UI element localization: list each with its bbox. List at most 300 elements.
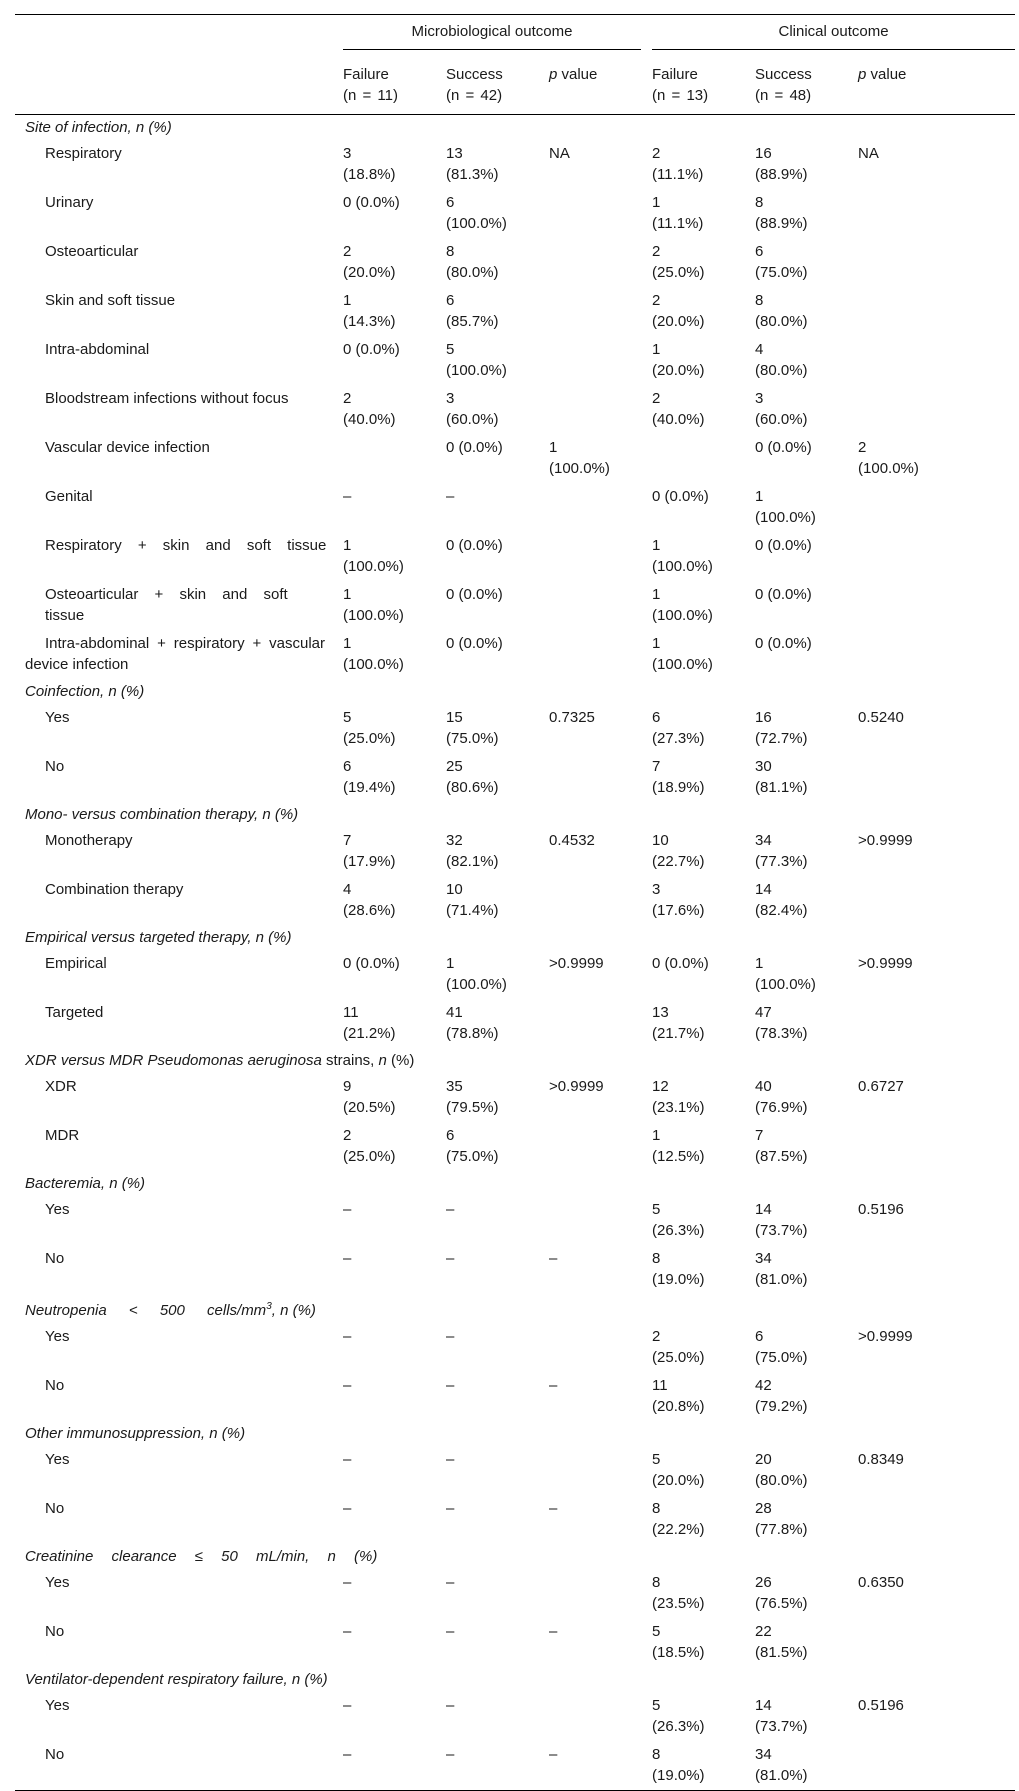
micro-group-header	[335, 15, 644, 58]
table-cell	[850, 189, 1015, 238]
cell-line: 10	[446, 881, 463, 898]
table-cell	[541, 434, 644, 483]
table-cell	[335, 876, 438, 925]
cell-line: (80.0%)	[755, 1472, 808, 1489]
row-label-text: No	[45, 1250, 65, 1267]
table-cell	[438, 434, 541, 483]
row-label	[15, 1073, 335, 1122]
cell-line: –	[549, 1377, 558, 1394]
table-cell	[541, 1073, 644, 1122]
table-cell	[850, 1692, 1015, 1741]
cell-line: (82.4%)	[755, 902, 808, 919]
cell-line: (76.9%)	[755, 1099, 808, 1116]
column-header-label: Success	[755, 66, 812, 83]
cell-line: NA	[549, 145, 570, 162]
cell-line: 0 (0.0%)	[446, 635, 503, 652]
section-header-row	[15, 1544, 1015, 1569]
cell-line: (81.0%)	[755, 1767, 808, 1784]
cell-line: –	[343, 1697, 352, 1714]
table-cell	[850, 238, 1015, 287]
table-cell	[335, 1323, 438, 1372]
table-cell	[644, 581, 747, 630]
table-row	[15, 704, 1015, 753]
table-cell	[747, 140, 850, 189]
table-cell	[335, 827, 438, 876]
table-cell	[747, 532, 850, 581]
cell-line: –	[446, 1746, 455, 1763]
column-header-4	[747, 57, 850, 115]
cell-line: 0.8349	[858, 1451, 904, 1468]
cell-line: >0.9999	[549, 1078, 604, 1095]
cell-line: (22.7%)	[652, 853, 705, 870]
table-cell	[747, 1245, 850, 1294]
section-header-row	[15, 802, 1015, 827]
cell-line: (40.0%)	[652, 411, 705, 428]
row-label	[15, 827, 335, 876]
table-cell	[335, 1446, 438, 1495]
cell-line: 2	[858, 439, 867, 456]
cell-line: 28	[755, 1500, 772, 1517]
row-label	[15, 1618, 335, 1667]
cell-line: (100.0%)	[343, 656, 404, 673]
table-cell	[438, 704, 541, 753]
section-title	[15, 1171, 1015, 1196]
row-label-text: Targeted	[45, 1004, 104, 1021]
table-cell	[644, 532, 747, 581]
cell-line: 1	[343, 537, 352, 554]
row-label	[15, 1245, 335, 1294]
cell-line: (100.0%)	[446, 215, 507, 232]
cell-line: –	[343, 1328, 352, 1345]
table-row	[15, 532, 1015, 581]
table-cell	[644, 1569, 747, 1618]
row-label-text: No	[45, 1746, 65, 1763]
column-header-label: Success	[446, 66, 503, 83]
cell-line: 5	[343, 709, 352, 726]
table-cell	[541, 753, 644, 802]
column-header-n: (n = 48)	[755, 87, 812, 104]
table-cell	[747, 999, 850, 1048]
cell-line: 14	[755, 1201, 772, 1218]
micro-group-label: Microbiological outcome	[343, 21, 641, 50]
row-label-text: No	[45, 1377, 65, 1394]
table-cell	[541, 581, 644, 630]
table-cell	[335, 532, 438, 581]
cell-line: (18.9%)	[652, 779, 705, 796]
section-title-sup: 3	[266, 1301, 272, 1312]
section-title-text: Other immunosuppression, n (%)	[25, 1425, 246, 1442]
table-cell	[747, 950, 850, 999]
cell-line: (85.7%)	[446, 313, 499, 330]
table-row	[15, 1569, 1015, 1618]
cell-line: –	[549, 1623, 558, 1640]
row-label-text: Skin and soft tissue	[45, 292, 176, 309]
table-cell	[644, 1446, 747, 1495]
table-cell	[438, 950, 541, 999]
table-cell	[850, 1618, 1015, 1667]
table-cell	[335, 581, 438, 630]
cell-line: 32	[446, 832, 463, 849]
cell-line: 7	[755, 1127, 764, 1144]
row-label	[15, 1495, 335, 1544]
cell-line: (73.7%)	[755, 1222, 808, 1239]
table-cell	[438, 532, 541, 581]
row-label	[15, 287, 335, 336]
table-cell	[850, 1569, 1015, 1618]
cell-line: 2	[343, 1127, 352, 1144]
cell-line: (11.1%)	[652, 215, 704, 232]
table-cell	[438, 1618, 541, 1667]
table-cell	[747, 1495, 850, 1544]
table-cell	[644, 434, 747, 483]
cell-line: NA	[858, 145, 879, 162]
section-title	[15, 1048, 1015, 1073]
table-cell	[541, 1569, 644, 1618]
cell-line: 1	[446, 955, 455, 972]
row-label-text: Empirical	[45, 955, 107, 972]
row-label-text: Respiratory + skin and soft tissue	[45, 537, 327, 554]
row-label-text: No	[45, 1623, 65, 1640]
table-row	[15, 336, 1015, 385]
cell-line: 2	[652, 1328, 661, 1345]
cell-line: (20.0%)	[652, 362, 705, 379]
column-header-n: (n = 13)	[652, 87, 709, 104]
section-header-row	[15, 925, 1015, 950]
cell-line: 7	[652, 758, 661, 775]
group-header-row	[15, 15, 1015, 58]
table-header	[15, 15, 1015, 115]
row-label-text: Yes	[45, 1328, 70, 1345]
cell-line: –	[343, 1574, 352, 1591]
cell-line: (23.5%)	[652, 1595, 705, 1612]
cell-line: (76.5%)	[755, 1595, 808, 1612]
cell-line: (100.0%)	[446, 362, 507, 379]
table-cell	[644, 336, 747, 385]
table-cell	[438, 1323, 541, 1372]
table-row	[15, 581, 1015, 630]
column-header-row	[15, 57, 1015, 115]
section-title	[15, 115, 1015, 141]
table-cell	[541, 336, 644, 385]
cell-line: 5	[446, 341, 455, 358]
cell-line: (100.0%)	[858, 460, 919, 477]
cell-line: 1	[652, 586, 661, 603]
table-cell	[850, 532, 1015, 581]
cell-line: 0 (0.0%)	[446, 586, 503, 603]
row-label-text: Yes	[45, 1697, 70, 1714]
cell-line: (77.8%)	[755, 1521, 808, 1538]
cell-line: 8	[652, 1500, 661, 1517]
row-label-text: Yes	[45, 709, 70, 726]
cell-line: 4	[343, 881, 352, 898]
table-cell	[541, 1741, 644, 1791]
row-label-text: Osteoarticular	[45, 243, 139, 260]
cell-line: 20	[755, 1451, 772, 1468]
cell-line: 6	[446, 292, 455, 309]
section-header-row	[15, 115, 1015, 141]
table-cell	[541, 140, 644, 189]
cell-line: 2	[343, 390, 352, 407]
table-cell	[541, 1323, 644, 1372]
row-label-text: No	[45, 758, 65, 775]
table-cell	[850, 1073, 1015, 1122]
table-cell	[644, 1073, 747, 1122]
cell-line: 0 (0.0%)	[343, 194, 400, 211]
cell-line: (40.0%)	[343, 411, 396, 428]
table-cell	[644, 1323, 747, 1372]
table-cell	[335, 1122, 438, 1171]
table-cell	[850, 1446, 1015, 1495]
table-cell	[747, 704, 850, 753]
section-header-row	[15, 1171, 1015, 1196]
cell-line: (100.0%)	[446, 976, 507, 993]
cell-line: (20.8%)	[652, 1398, 705, 1415]
table-cell	[850, 1196, 1015, 1245]
row-label-text: Combination therapy	[45, 881, 184, 898]
table-cell	[747, 1618, 850, 1667]
row-label	[15, 1372, 335, 1421]
cell-line: (82.1%)	[446, 853, 499, 870]
table-cell	[747, 483, 850, 532]
cell-line: 16	[755, 709, 772, 726]
row-label	[15, 876, 335, 925]
table-row	[15, 189, 1015, 238]
table-cell	[644, 630, 747, 679]
cell-line: –	[446, 1250, 455, 1267]
table-cell	[541, 704, 644, 753]
table-cell	[747, 753, 850, 802]
table-cell	[541, 287, 644, 336]
cell-line: >0.9999	[858, 1328, 913, 1345]
table-cell	[438, 630, 541, 679]
section-title-text: Coinfection, n (%)	[25, 683, 145, 700]
cell-line: (100.0%)	[755, 509, 816, 526]
table-cell	[438, 238, 541, 287]
table-cell	[438, 1372, 541, 1421]
cell-line: (21.2%)	[343, 1025, 396, 1042]
cell-line: –	[343, 1451, 352, 1468]
cell-line: –	[343, 1623, 352, 1640]
column-header-3	[644, 57, 747, 115]
table-cell	[438, 581, 541, 630]
cell-line: 0 (0.0%)	[755, 537, 812, 554]
cell-line: 0 (0.0%)	[446, 439, 503, 456]
cell-line: (78.3%)	[755, 1025, 808, 1042]
cell-line: (12.5%)	[652, 1148, 705, 1165]
cell-line: (81.5%)	[755, 1644, 808, 1661]
cell-line: –	[446, 1500, 455, 1517]
table-cell	[850, 1741, 1015, 1791]
cell-line: 34	[755, 832, 772, 849]
table-cell	[850, 876, 1015, 925]
table-cell	[541, 1245, 644, 1294]
column-header-label: Failure	[652, 66, 698, 83]
table-cell	[644, 1245, 747, 1294]
cell-line: 1	[652, 537, 661, 554]
table-cell	[335, 434, 438, 483]
row-label-text: Bloodstream infections without focus	[45, 390, 289, 407]
cell-line: (18.5%)	[652, 1644, 705, 1661]
table-cell	[850, 336, 1015, 385]
table-cell	[335, 189, 438, 238]
section-title-text: Site of infection, n (%)	[25, 119, 172, 136]
table-row	[15, 238, 1015, 287]
table-cell	[438, 1073, 541, 1122]
table-cell	[850, 1122, 1015, 1171]
table-cell	[438, 385, 541, 434]
table-cell	[541, 1372, 644, 1421]
cell-line: –	[549, 1500, 558, 1517]
table-cell	[747, 1323, 850, 1372]
table-cell	[644, 1372, 747, 1421]
table-row	[15, 630, 1015, 679]
cell-line: –	[446, 1623, 455, 1640]
cell-line: 0 (0.0%)	[755, 586, 812, 603]
cell-line: –	[446, 1377, 455, 1394]
table-cell	[438, 1569, 541, 1618]
row-label-text: XDR	[45, 1078, 77, 1095]
row-label	[15, 753, 335, 802]
table-row	[15, 1196, 1015, 1245]
cell-line: 0 (0.0%)	[343, 955, 400, 972]
header-empty-cell	[15, 15, 335, 58]
cell-line: 0 (0.0%)	[652, 488, 709, 505]
table-cell	[850, 827, 1015, 876]
cell-line: (20.0%)	[652, 313, 705, 330]
row-label-text: Osteoarticular + skin and soft tissue	[45, 586, 288, 624]
cell-line: (75.0%)	[755, 1349, 808, 1366]
cell-line: (18.8%)	[343, 166, 396, 183]
clinical-group-header	[644, 15, 1015, 58]
table-cell	[541, 1122, 644, 1171]
row-label	[15, 385, 335, 434]
cell-line: –	[343, 1250, 352, 1267]
column-header-0	[335, 57, 438, 115]
table-cell	[850, 581, 1015, 630]
row-label	[15, 581, 335, 630]
table-cell	[335, 140, 438, 189]
cell-line: 8	[755, 292, 764, 309]
cell-line: 1	[343, 292, 352, 309]
section-title-tail: (%)	[386, 1052, 415, 1069]
column-header-5	[850, 57, 1015, 115]
table-cell	[335, 753, 438, 802]
cell-line: 1	[652, 1127, 661, 1144]
table-cell	[747, 630, 850, 679]
section-title-text: Mono- versus combination therapy, n (%)	[25, 806, 299, 823]
section-title-text: Ventilator-dependent respiratory failure, n (%)	[25, 1671, 328, 1688]
table-cell	[541, 827, 644, 876]
row-label	[15, 1323, 335, 1372]
table-cell	[644, 1618, 747, 1667]
cell-line: 6	[343, 758, 352, 775]
cell-line: >0.9999	[549, 955, 604, 972]
row-label	[15, 950, 335, 999]
cell-line: –	[446, 1328, 455, 1345]
section-header-row	[15, 679, 1015, 704]
cell-line: (26.3%)	[652, 1222, 705, 1239]
table-cell	[438, 336, 541, 385]
table-cell	[438, 1495, 541, 1544]
table-cell	[850, 1323, 1015, 1372]
cell-line: 13	[652, 1004, 669, 1021]
cell-line: 1	[549, 439, 558, 456]
cell-line: 0 (0.0%)	[755, 439, 812, 456]
cell-line: (25.0%)	[652, 1349, 705, 1366]
cell-line: 4	[755, 341, 764, 358]
cell-line: (19.0%)	[652, 1767, 705, 1784]
cell-line: (100.0%)	[652, 607, 713, 624]
cell-line: –	[446, 1574, 455, 1591]
cell-line: (81.3%)	[446, 166, 499, 183]
cell-line: 7	[343, 832, 352, 849]
cell-line: 8	[755, 194, 764, 211]
table-cell	[335, 630, 438, 679]
cell-line: (26.3%)	[652, 1718, 705, 1735]
table-cell	[747, 336, 850, 385]
section-title-italic: XDR versus MDR Pseudomonas aeruginosa	[25, 1052, 322, 1069]
row-label-text: Yes	[45, 1574, 70, 1591]
table-cell	[541, 385, 644, 434]
section-title	[15, 1544, 1015, 1569]
table-cell	[850, 950, 1015, 999]
cell-line: 47	[755, 1004, 772, 1021]
cell-line: >0.9999	[858, 832, 913, 849]
table-cell	[335, 1741, 438, 1791]
row-label-text: Yes	[45, 1451, 70, 1468]
column-header-n: (n = 42)	[446, 87, 503, 104]
cell-line: (17.9%)	[343, 853, 396, 870]
table-cell	[747, 1073, 850, 1122]
cell-line: (80.0%)	[446, 264, 499, 281]
table-cell	[644, 876, 747, 925]
cell-line: 14	[755, 1697, 772, 1714]
cell-line: (87.5%)	[755, 1148, 808, 1165]
table-row	[15, 1741, 1015, 1791]
table-cell	[335, 483, 438, 532]
table-row	[15, 140, 1015, 189]
row-label	[15, 1196, 335, 1245]
table-row	[15, 1323, 1015, 1372]
table-row	[15, 1245, 1015, 1294]
cell-line: (72.7%)	[755, 730, 808, 747]
table-row	[15, 1122, 1015, 1171]
cell-line: 1	[652, 635, 661, 652]
section-title-part-a: Neutropenia < 500 cells/mm	[25, 1302, 267, 1319]
table-cell	[438, 1446, 541, 1495]
cell-line: (73.7%)	[755, 1718, 808, 1735]
cell-line: 0 (0.0%)	[343, 341, 400, 358]
cell-line: 1	[343, 635, 352, 652]
section-header-row	[15, 1421, 1015, 1446]
cell-line: 40	[755, 1078, 772, 1095]
row-label	[15, 140, 335, 189]
section-title-n: n	[378, 1052, 387, 1069]
cell-line: 3	[446, 390, 455, 407]
table-cell	[438, 1196, 541, 1245]
cell-line: 1	[652, 194, 661, 211]
cell-line: 11	[652, 1377, 668, 1394]
row-label-text: Intra-abdominal + respiratory + vascular device infection	[25, 635, 325, 673]
cell-line: (28.6%)	[343, 902, 396, 919]
cell-line: 5	[652, 1623, 661, 1640]
table-cell	[644, 1122, 747, 1171]
section-title-text: Creatinine clearance ≤ 50 mL/min, n (%)	[25, 1548, 378, 1565]
cell-line: (81.1%)	[755, 779, 808, 796]
table-cell	[850, 385, 1015, 434]
row-label	[15, 483, 335, 532]
cell-line: (100.0%)	[343, 607, 404, 624]
